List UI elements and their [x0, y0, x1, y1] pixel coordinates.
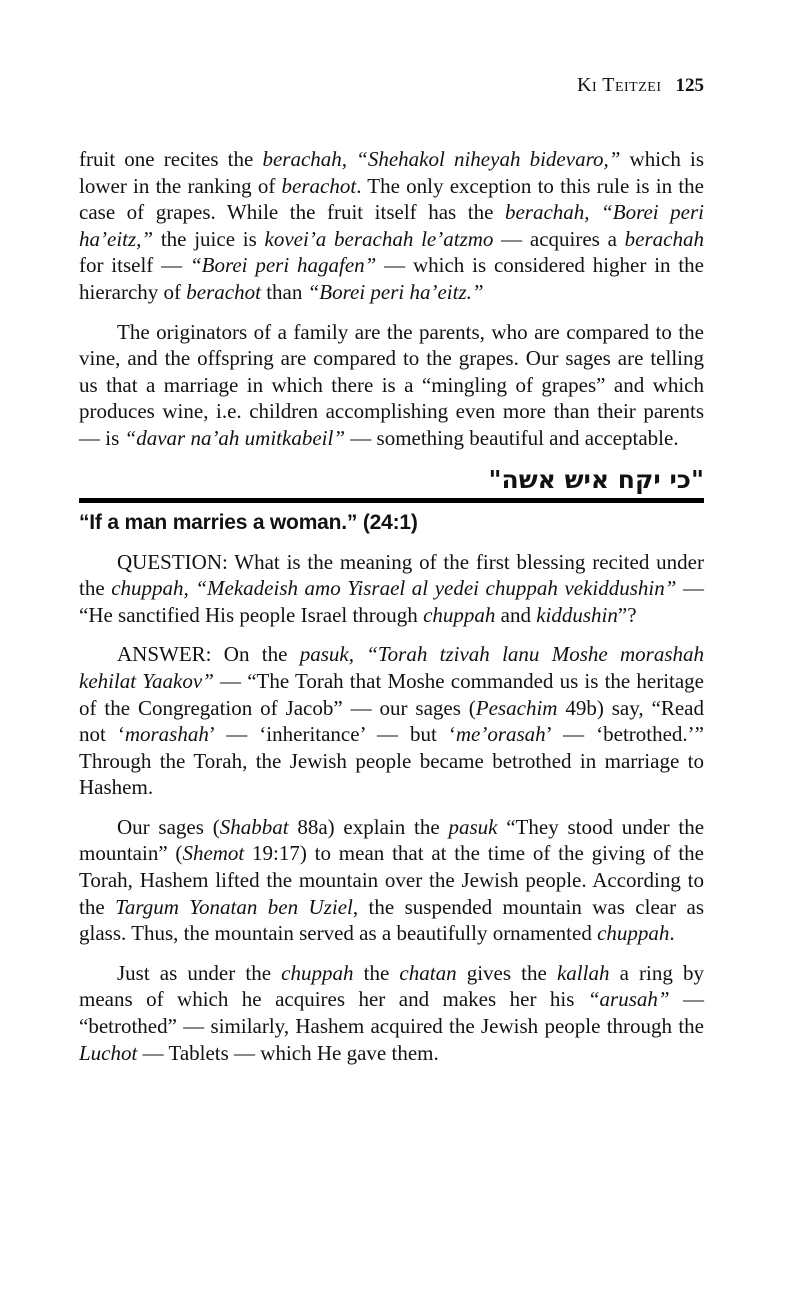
- body-text: — something beautiful and acceptable.: [345, 425, 679, 450]
- italic-text: berachah, “Borei peri ha’eitz,”: [79, 200, 704, 251]
- italic-text: chuppah: [423, 602, 496, 627]
- paragraph: [79, 814, 704, 947]
- italic-text: Luchot: [79, 1040, 138, 1065]
- body-text: The originators of a family are the parents, who are compared to the vine, and the offspring are compared to the grapes. Our sages are telling us that a marriage in which there is a “mingling of grapes” and which produces wine, i.e. children accomplishing even more than their parents— is: [79, 319, 704, 450]
- italic-text: kiddushin: [536, 602, 618, 627]
- body-text: — “betrothed” — similarly, Hashem acquired the Jewish people through the: [79, 987, 704, 1039]
- italic-text: chatan: [399, 960, 457, 985]
- italic-text: “arusah”: [587, 987, 670, 1012]
- running-title: Ki Teitzei: [577, 74, 662, 96]
- body-text: — acquires a: [493, 226, 625, 251]
- section-heading: “If a man marries a woman.” (24:1): [79, 510, 418, 534]
- italic-text: “Borei peri ha’eitz.”: [307, 279, 484, 304]
- page-header: [79, 74, 704, 97]
- paragraph: [79, 146, 704, 306]
- body-text: — “The Torah that Moshe commanded us is the heritage of the Congregation of Jacob” — our sages (: [79, 668, 705, 720]
- body-text: than: [260, 279, 308, 304]
- body-text: .: [669, 921, 675, 946]
- body-text: — which is considered higher in the hierarchy of: [79, 253, 705, 304]
- section-divider: [79, 465, 704, 535]
- paragraph: [79, 960, 704, 1066]
- italic-text: berachah: [624, 226, 704, 251]
- italic-text: kovei’a berachah le’atzmo: [264, 226, 494, 251]
- italic-text: Pesachim: [475, 695, 558, 720]
- body-text: fruit one recites the: [79, 147, 263, 171]
- body-text: 49b) say, “Read not ‘: [79, 695, 705, 747]
- italic-text: kallah: [556, 960, 610, 985]
- body-text: “They stood under the mountain” (: [79, 814, 705, 866]
- body-text: ”?: [617, 602, 637, 627]
- page-body: [79, 146, 704, 1079]
- body-text: — “He sanctified His people Israel through: [79, 576, 704, 627]
- italic-text: me’orasah: [455, 722, 546, 747]
- body-text: gives the: [456, 960, 557, 985]
- italic-text: berachot: [281, 173, 357, 198]
- body-text: Our sages (: [117, 814, 220, 839]
- divider-rule: [79, 498, 704, 503]
- italic-text: pasuk: [448, 814, 498, 839]
- body-text: 88a) explain the: [288, 814, 449, 839]
- page-number: 125: [675, 75, 704, 96]
- body-text: the: [353, 960, 400, 985]
- paragraph: [79, 319, 704, 452]
- body-text: . The only exception to this rule is in the case of grapes. While the fruit itself has the: [79, 173, 704, 225]
- body-text: ANSWER: On the: [117, 642, 300, 667]
- italic-text: berachah, “Shehakol niheyah bidevaro,”: [262, 147, 621, 171]
- body-text: and: [495, 602, 537, 627]
- body-text: ’ — ‘inheritance’ — but ‘: [208, 722, 456, 747]
- hebrew-heading: "כי יקח איש אשה": [488, 464, 704, 494]
- italic-text: Shemot: [182, 841, 245, 866]
- body-text: 19:17) to mean that at the time of the giving of the Torah, Hashem lifted the mountain over the Jewish people. According to the: [79, 841, 704, 919]
- body-text: Just as under the: [117, 960, 282, 985]
- italic-text: “davar na’ah umitkabeil”: [124, 425, 346, 450]
- italic-text: chuppah, “Mekadeish amo Yisrael al yedei chuppah vekiddushin”: [111, 576, 677, 601]
- paragraph: [79, 641, 704, 801]
- body-text: — Tablets — which He gave them.: [137, 1040, 439, 1065]
- body-text: the juice is: [153, 226, 265, 251]
- italic-text: morashah: [124, 722, 209, 747]
- body-text: a ring by means of which he acquires her and makes her his: [79, 960, 704, 1012]
- italic-text: berachot: [186, 279, 261, 304]
- paragraph: [79, 549, 704, 629]
- body-text: which is lower in the ranking of: [79, 147, 704, 198]
- body-text: ’ — ‘betrothed.’” Through the Torah, the Jewish people became betrothed in marriage to Hashem.: [79, 722, 704, 800]
- italic-text: “Borei peri hagafen”: [189, 253, 377, 278]
- body-text: for itself —: [79, 253, 190, 278]
- body-text: QUESTION: What is the meaning of the first blessing recited under the: [79, 549, 704, 601]
- italic-text: pasuk, “Torah tzivah lanu Moshe morashah kehilat Yaakov”: [79, 642, 704, 693]
- italic-text: chuppah: [597, 921, 670, 946]
- italic-text: chuppah: [281, 960, 354, 985]
- body-text: , the suspended mountain was clear as glass. Thus, the mountain served as a beautifully ornamented: [79, 894, 705, 946]
- italic-text: Shabbat: [219, 814, 289, 839]
- paragraphs-top: [79, 146, 704, 452]
- paragraphs-bottom: [79, 549, 704, 1067]
- italic-text: Targum Yonatan ben Uziel: [115, 894, 353, 919]
